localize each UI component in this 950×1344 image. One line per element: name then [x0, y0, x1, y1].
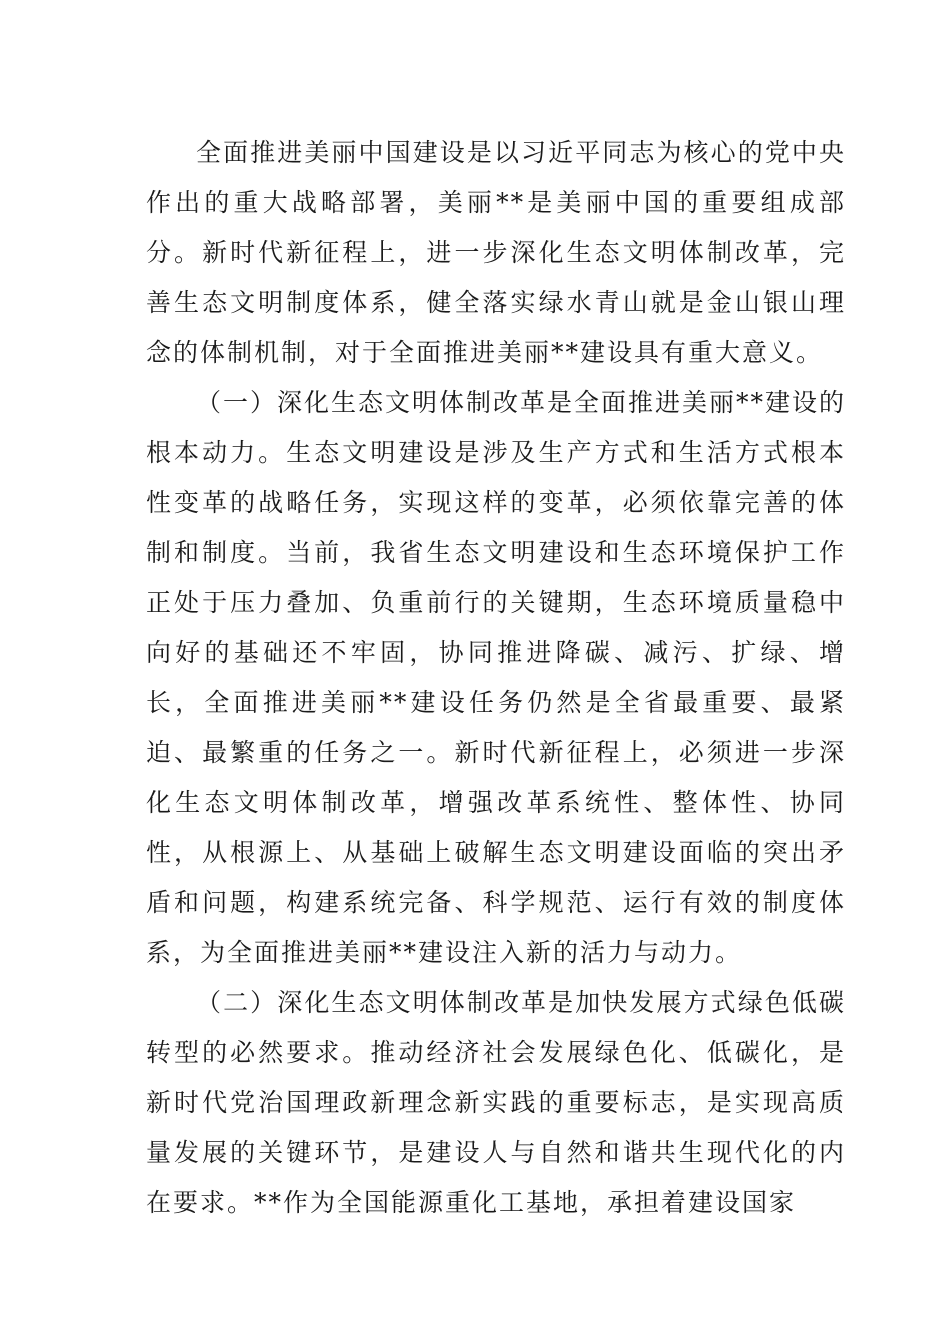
- paragraph-section-one: （一）深化生态文明体制改革是全面推进美丽**建设的根本动力。生态文明建设是涉及生产方式和生活方式根本性变革的战略任务，实现这样的变革，必须依靠完善的体制和制度。当前，我省生态文明建设和生态环境保护工作正处于压力叠加、负重前行的关键期，生态环境质量稳中向好的基础还不牢固，协同推进降碳、减污、扩绿、增长，全面推进美丽**建设任务仍然是全省最重要、最紧迫、最繁重的任务之一。新时代新征程上，必须进一步深化生态文明体制改革，增强改革系统性、整体性、协同性，从根源上、从基础上破解生态文明建设面临的突出矛盾和问题，构建系统完备、科学规范、运行有效的制度体系，为全面推进美丽**建设注入新的活力与动力。: [146, 388, 847, 967]
- document-body: [146, 128, 846, 1228]
- paragraph-intro: 全面推进美丽中国建设是以习近平同志为核心的党中央作出的重大战略部署，美丽**是美丽中国的重要组成部分。新时代新征程上，进一步深化生态文明体制改革，完善生态文明制度体系，健全落实绿水青山就是金山银山理念的体制机制，对于全面推进美丽**建设具有重大意义。: [146, 138, 846, 367]
- paragraph-section-two: （二）深化生态文明体制改革是加快发展方式绿色低碳转型的必然要求。推动经济社会发展绿色化、低碳化，是新时代党治国理政新理念新实践的重要标志，是实现高质量发展的关键环节，是建设人与自然和谐共生现代化的内在要求。**作为全国能源重化工基地，承担着建设国家: [146, 988, 846, 1217]
